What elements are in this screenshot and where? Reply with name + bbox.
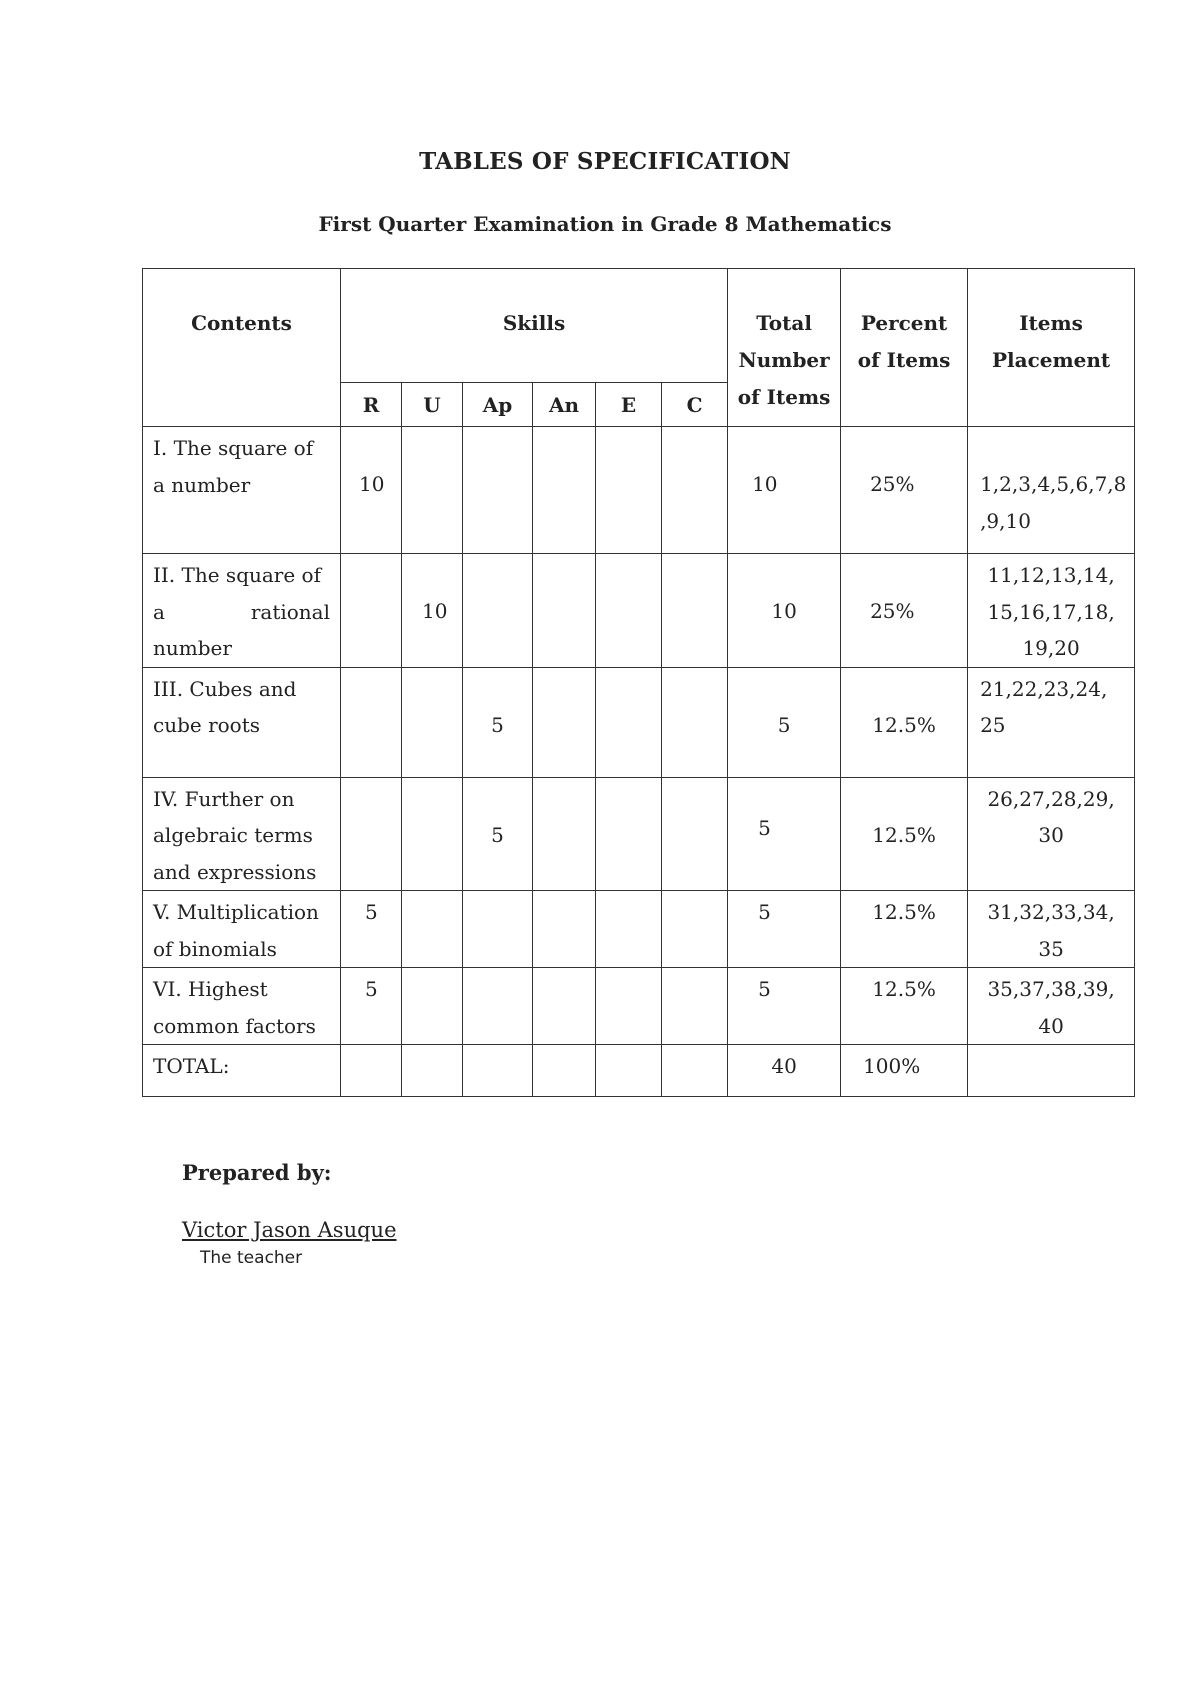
skill-cell-an	[533, 968, 596, 1045]
skill-cell-r: 10	[341, 427, 402, 554]
skill-cell-c	[662, 427, 728, 554]
prepared-by-label: Prepared by:	[182, 1160, 332, 1185]
skill-cell-ap	[463, 427, 533, 554]
total-cell: 5	[728, 891, 841, 968]
document-title: TABLES OF SPECIFICATION	[419, 148, 791, 175]
skill-cell-ap: 5	[463, 667, 533, 777]
skill-header-e: E	[596, 383, 662, 427]
placement-cell: 35,37,38,39, 40	[968, 968, 1135, 1045]
content-cell: V. Multiplication of binomials	[143, 891, 341, 968]
table-row	[143, 427, 1135, 554]
total-cell: 5	[728, 968, 841, 1045]
skill-cell-an	[533, 667, 596, 777]
placement-cell: 21,22,23,24, 25	[968, 667, 1135, 777]
percent-cell: 12.5%	[841, 667, 968, 777]
specification-table	[142, 268, 1135, 1097]
skill-cell-c	[662, 777, 728, 891]
header-contents: Contents	[143, 269, 341, 427]
skill-cell-ap: 5	[463, 777, 533, 891]
skill-cell-an	[533, 427, 596, 554]
skill-cell-u	[402, 891, 463, 968]
header-total-items: Total Number of Items	[728, 269, 841, 427]
skill-cell-ap	[463, 554, 533, 668]
table-row	[143, 891, 1135, 968]
placement-cell: 1,2,3,4,5,6,7,8 ,9,10	[968, 427, 1135, 554]
percent-cell: 25%	[841, 554, 968, 668]
content-cell: I. The square of a number	[143, 427, 341, 554]
grand-percent: 100%	[841, 1045, 968, 1097]
skill-cell-an	[533, 777, 596, 891]
skill-header-r: R	[341, 383, 402, 427]
skill-cell-u	[402, 427, 463, 554]
header-percent-items: Percent of Items	[841, 269, 968, 427]
skill-cell-u	[402, 777, 463, 891]
skill-cell-ap	[463, 891, 533, 968]
skill-header-u: U	[402, 383, 463, 427]
skill-cell-c	[662, 968, 728, 1045]
skill-cell-r	[341, 667, 402, 777]
content-cell: II. The square of a rational number	[143, 554, 341, 668]
skill-cell-an	[533, 554, 596, 668]
skill-cell-an	[533, 891, 596, 968]
preparer-name: Victor Jason Asuque	[182, 1218, 397, 1242]
skill-cell-u	[402, 667, 463, 777]
header-items-placement: Items Placement	[968, 269, 1135, 427]
placement-cell: 11,12,13,14, 15,16,17,18, 19,20	[968, 554, 1135, 668]
skill-cell-ap	[463, 968, 533, 1045]
skill-cell-u	[402, 968, 463, 1045]
skill-cell-e	[596, 968, 662, 1045]
skill-cell-c	[662, 891, 728, 968]
table-row	[143, 968, 1135, 1045]
skill-cell-e	[596, 891, 662, 968]
skill-cell-e	[596, 777, 662, 891]
grand-total: 40	[728, 1045, 841, 1097]
placement-cell: 26,27,28,29, 30	[968, 777, 1135, 891]
placement-cell: 31,32,33,34, 35	[968, 891, 1135, 968]
skill-cell-u: 10	[402, 554, 463, 668]
content-cell: IV. Further on algebraic terms and expressions	[143, 777, 341, 891]
total-cell: 5	[728, 777, 841, 891]
skill-cell-e	[596, 667, 662, 777]
percent-cell: 25%	[841, 427, 968, 554]
total-cell: 5	[728, 667, 841, 777]
skill-cell-c	[662, 667, 728, 777]
skill-cell-r	[341, 777, 402, 891]
document-subtitle: First Quarter Examination in Grade 8 Mathematics	[318, 212, 892, 236]
total-cell: 10	[728, 554, 841, 668]
percent-cell: 12.5%	[841, 777, 968, 891]
table-row	[143, 667, 1135, 777]
percent-cell: 12.5%	[841, 968, 968, 1045]
skill-header-c: C	[662, 383, 728, 427]
skill-cell-r: 5	[341, 891, 402, 968]
content-cell: VI. Highest common factors	[143, 968, 341, 1045]
table-row	[143, 554, 1135, 668]
skill-cell-r	[341, 554, 402, 668]
content-cell: III. Cubes and cube roots	[143, 667, 341, 777]
skill-header-an: An	[533, 383, 596, 427]
table-row	[143, 777, 1135, 891]
skill-cell-e	[596, 554, 662, 668]
percent-cell: 12.5%	[841, 891, 968, 968]
total-label: TOTAL:	[143, 1045, 341, 1097]
skill-cell-r: 5	[341, 968, 402, 1045]
total-cell: 10	[728, 427, 841, 554]
total-row	[143, 1045, 1135, 1097]
header-skills: Skills	[341, 269, 728, 383]
preparer-role: The teacher	[200, 1248, 303, 1268]
skill-cell-e	[596, 427, 662, 554]
skill-header-ap: Ap	[463, 383, 533, 427]
skill-cell-c	[662, 554, 728, 668]
